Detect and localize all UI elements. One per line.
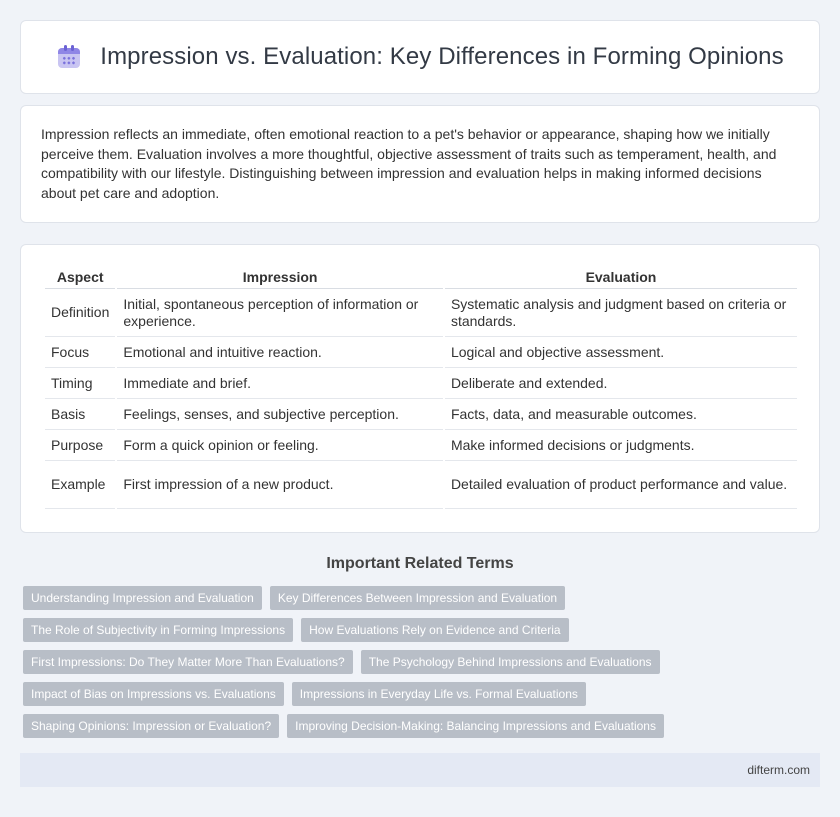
tag-row <box>23 618 823 642</box>
tag-row <box>23 650 823 674</box>
title-wrap <box>56 43 783 71</box>
footer <box>20 753 820 787</box>
table-header-row <box>45 265 797 289</box>
table-row <box>45 337 797 368</box>
related-terms-list <box>23 586 823 746</box>
table-row <box>45 399 797 430</box>
row-evaluation: Systematic analysis and judgment based on criteria or standards. <box>445 289 797 337</box>
row-aspect: Example <box>45 461 115 509</box>
tag-row <box>23 586 823 610</box>
column-header-aspect: Aspect <box>45 265 115 289</box>
row-evaluation: Facts, data, and measurable outcomes. <box>445 399 797 430</box>
related-term-link[interactable]: First Impressions: Do They Matter More Than Evaluations? <box>23 650 353 674</box>
related-term-link[interactable]: The Role of Subjectivity in Forming Impressions <box>23 618 293 642</box>
tag-row <box>23 682 823 706</box>
row-aspect: Timing <box>45 368 115 399</box>
table-row <box>45 430 797 461</box>
related-term-link[interactable]: Impact of Bias on Impressions vs. Evaluations <box>23 682 284 706</box>
column-header-evaluation: Evaluation <box>445 265 797 289</box>
table-row <box>45 461 797 509</box>
column-header-impression: Impression <box>117 265 443 289</box>
row-impression: First impression of a new product. <box>117 461 443 509</box>
row-aspect: Basis <box>45 399 115 430</box>
related-term-link[interactable]: The Psychology Behind Impressions and Evaluations <box>361 650 660 674</box>
related-term-link[interactable]: Shaping Opinions: Impression or Evaluation? <box>23 714 279 738</box>
row-evaluation: Detailed evaluation of product performance and value. <box>445 461 797 509</box>
row-impression: Emotional and intuitive reaction. <box>117 337 443 368</box>
row-evaluation: Make informed decisions or judgments. <box>445 430 797 461</box>
comparison-table-card <box>20 244 820 533</box>
row-impression: Form a quick opinion or feeling. <box>117 430 443 461</box>
calendar-icon <box>56 44 82 70</box>
row-aspect: Focus <box>45 337 115 368</box>
row-evaluation: Logical and objective assessment. <box>445 337 797 368</box>
row-impression: Immediate and brief. <box>117 368 443 399</box>
related-term-link[interactable]: How Evaluations Rely on Evidence and Criteria <box>301 618 568 642</box>
header-card <box>20 20 820 94</box>
related-term-link[interactable]: Impressions in Everyday Life vs. Formal Evaluations <box>292 682 586 706</box>
related-terms-heading: Important Related Terms <box>326 555 514 572</box>
intro-text: Impression reflects an immediate, often emotional reaction to a pet's behavior or appearance, shaping how we initially perceive them. Evaluation involves a more thoughtful, objective assessment of traits such as temperament, health, and compatibility with our lifestyle. Distinguishing between impression and evaluation helps in making informed decisions about pet care and adoption. <box>41 126 777 201</box>
comparison-table <box>43 265 799 509</box>
row-aspect: Definition <box>45 289 115 337</box>
page-title: Impression vs. Evaluation: Key Differences in Forming Opinions <box>100 43 784 70</box>
row-impression: Feelings, senses, and subjective perception. <box>117 399 443 430</box>
row-impression: Initial, spontaneous perception of information or experience. <box>117 289 443 337</box>
related-term-link[interactable]: Improving Decision-Making: Balancing Impressions and Evaluations <box>287 714 664 738</box>
row-aspect: Purpose <box>45 430 115 461</box>
related-term-link[interactable]: Key Differences Between Impression and Evaluation <box>270 586 565 610</box>
intro-card <box>20 105 820 223</box>
table-row <box>45 368 797 399</box>
row-evaluation: Deliberate and extended. <box>445 368 797 399</box>
related-term-link[interactable]: Understanding Impression and Evaluation <box>23 586 262 610</box>
table-row <box>45 289 797 337</box>
tag-row <box>23 714 823 738</box>
footer-brand[interactable]: difterm.com <box>747 763 810 777</box>
